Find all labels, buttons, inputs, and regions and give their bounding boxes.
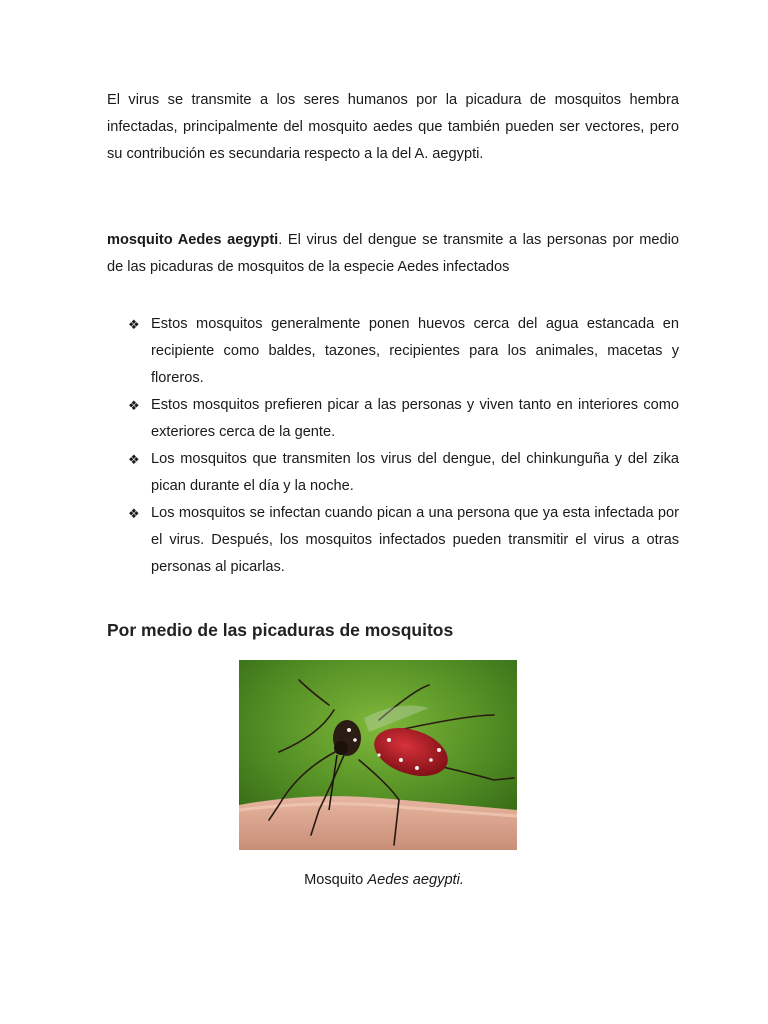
- diamond-bullet-icon: ❖: [128, 452, 140, 467]
- list-item: [128, 392, 679, 446]
- intro-paragraph: El virus se transmite a los seres humanos por la picadura de mosquitos hembra infectadas, principalmente del mosquito aedes que también pueden ser vectores, pero su contribución es secundaria respecto a la del A. aegypti.: [107, 92, 679, 162]
- list-item: [128, 500, 679, 581]
- diamond-bullet-icon: ❖: [128, 506, 140, 521]
- mosquito-facts-list: [128, 311, 679, 581]
- photo-caption: [0, 872, 768, 888]
- dengue-paragraph-bold-lead: mosquito Aedes aegypti: [107, 232, 279, 248]
- diamond-bullet-icon: ❖: [128, 317, 140, 332]
- mosquito-photo: [239, 660, 517, 850]
- dengue-paragraph: [107, 227, 679, 281]
- caption-species: Aedes aegypti.: [367, 872, 464, 888]
- section-heading: Por medio de las picaduras de mosquitos: [107, 620, 454, 640]
- list-item-text: Estos mosquitos generalmente ponen huevos cerca del agua estancada en recipiente como baldes, tazones, recipientes para los animales, macetas y floreros.: [151, 316, 679, 386]
- list-item-text: Los mosquitos que transmiten los virus del dengue, del chinkunguña y del zika pican durante el día y la noche.: [151, 451, 679, 494]
- list-item: [128, 311, 679, 392]
- list-item: [128, 446, 679, 500]
- diamond-bullet-icon: ❖: [128, 398, 140, 413]
- list-item-text: Estos mosquitos prefieren picar a las personas y viven tanto en interiores como exteriores cerca de la gente.: [151, 397, 679, 440]
- list-item-text: Los mosquitos se infectan cuando pican a una persona que ya esta infectada por el virus. Después, los mosquitos infectados pueden transmitir el virus a otras personas al picarlas.: [151, 505, 679, 575]
- caption-prefix: Mosquito: [304, 872, 368, 888]
- dengue-paragraph-text: . El virus del dengue se transmite a las personas por medio de las picaduras de mosquitos de la especie Aedes infectados: [107, 232, 679, 275]
